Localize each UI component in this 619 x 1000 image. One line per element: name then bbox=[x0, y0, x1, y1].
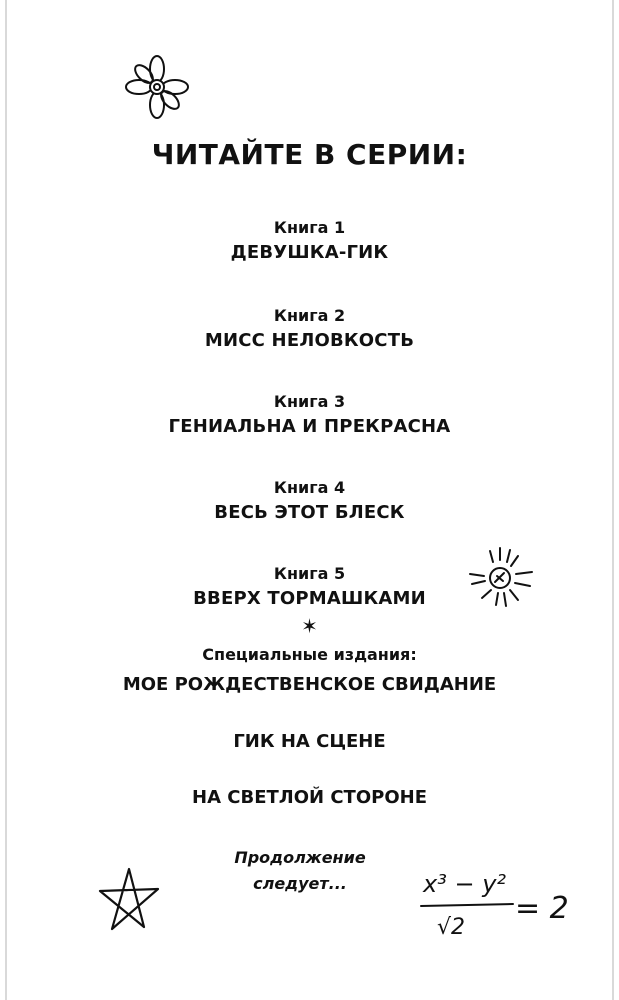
book-title: ГЕНИАЛЬНА И ПРЕКРАСНА bbox=[168, 416, 451, 437]
book-title: ВЕСЬ ЭТОТ БЛЕСК bbox=[214, 502, 405, 523]
math-denominator: √2 bbox=[437, 915, 466, 940]
pentagram-doodle-icon bbox=[94, 865, 164, 935]
book-number: Книга 5 bbox=[273, 564, 346, 583]
book-number: Книга 4 bbox=[273, 478, 346, 497]
star-divider-icon: ✶ bbox=[301, 614, 318, 638]
book-entry-4 bbox=[0, 476, 619, 526]
book-entry-2 bbox=[0, 304, 619, 354]
book-title: МИСС НЕЛОВКОСТЬ bbox=[204, 330, 415, 351]
special-edition-title: ГИК НА СЦЕНЕ bbox=[233, 731, 386, 752]
math-equation-doodle bbox=[415, 858, 585, 943]
book-number: Книга 3 bbox=[273, 392, 346, 411]
book-number: Книга 2 bbox=[273, 306, 346, 325]
continued-note bbox=[200, 845, 400, 897]
book-entry-3 bbox=[0, 390, 619, 440]
math-numerator: x³ − y² bbox=[423, 870, 507, 898]
math-equals: = 2 bbox=[515, 891, 569, 926]
sun-doodle-icon bbox=[460, 540, 540, 615]
special-editions-label: Специальные издания: bbox=[202, 645, 417, 664]
book-entry-1 bbox=[0, 216, 619, 266]
book-title: ДЕВУШКА-ГИК bbox=[230, 242, 389, 263]
continued-line-2: следует... bbox=[253, 874, 347, 893]
flower-doodle-icon bbox=[122, 52, 192, 122]
special-edition-title: МОЕ РОЖДЕСТВЕНСКОЕ СВИДАНИЕ bbox=[122, 674, 497, 695]
page-title: ЧИТАЙТЕ В СЕРИИ: bbox=[151, 138, 468, 171]
book-title: ВВЕРХ ТОРМАШКАМИ bbox=[193, 588, 426, 609]
special-edition-title: НА СВЕТЛОЙ СТОРОНЕ bbox=[192, 787, 427, 808]
book-number: Книга 1 bbox=[273, 218, 346, 237]
continued-line-1: Продолжение bbox=[234, 848, 366, 867]
